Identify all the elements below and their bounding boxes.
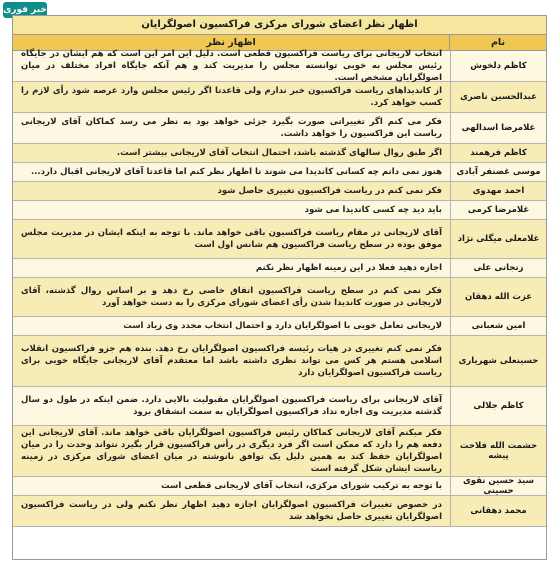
member-comment-cell	[13, 113, 450, 143]
member-name: موسی غضنفر آبادی	[450, 163, 546, 181]
member-name: غلامرضا کرمی	[450, 201, 546, 219]
table-row	[13, 496, 546, 527]
table-body	[13, 48, 546, 527]
column-header-name: نام	[449, 35, 546, 50]
member-name: احمد مهدوی	[450, 182, 546, 200]
member-comment-cell	[13, 278, 450, 316]
member-comment-cell	[13, 387, 450, 425]
site-logo: خبر فوری	[3, 2, 47, 18]
member-comment-cell	[13, 48, 450, 84]
table-row	[13, 336, 546, 387]
member-name: عزت الله دهقان	[450, 278, 546, 316]
table-row	[13, 317, 546, 336]
table-row	[13, 82, 546, 113]
member-comment: هنوز نمی دانم چه کسانی کاندیدا می شوند تا اظهار نظر کنم اما قاعدتا آقای لاریجانی اقبال دارد...	[30, 166, 442, 177]
table-row	[13, 113, 546, 144]
table-row	[13, 201, 546, 220]
member-comment-cell	[13, 182, 450, 200]
member-comment: فکر نمی کنم تغییری در هیات رئیسه فراکسیون اصولگرایان رخ دهد. بنده هم جزو فراکسیون انقلاب اسلامی هستم هر کس می تواند نظری داشته باشد اما معتقدم آقای لاریجانی جایگاه خوبی برای ریاست فراکسیون اصولگرایان دارد	[21, 343, 442, 379]
table-row	[13, 163, 546, 182]
member-comment-cell	[13, 259, 450, 277]
member-comment-cell	[13, 426, 450, 476]
member-name: زنجانی علی	[450, 259, 546, 277]
member-comment: آقای لاریجانی برای ریاست فراکسیون اصولگرایان مقبولیت بالایی دارد. ضمن اینکه در طول دو سال گذشته مدیریت وی اجازه نداد فراکسیون اصولگرایان به سمت انشقاق برود	[21, 394, 442, 417]
member-comment: فکر نمی کنم در سطح ریاست فراکسیون اتفاق خاصی رخ دهد و بر اساس روال گذشته، آقای لاریجانی در صورت کاندیدا شدن رأی اعضای شورای مرکزی را به دست خواهد آورد	[21, 285, 442, 308]
member-comment: فکر می کنم اگر تغییراتی صورت بگیرد جزئی خواهد بود به نظر می رسد کماکان آقای لاریجانی ریاست این فراکسیون را خواهد داشت.	[21, 116, 442, 139]
member-comment: فکر نمی کنم در ریاست فراکسیون تغییری حاصل شود	[217, 185, 442, 196]
member-name: عبدالحسین ناصری	[450, 82, 546, 112]
member-comment: از کاندیداهای ریاست فراکسیون خبر ندارم ولی قاعدتا اگر رئیس مجلس وارد عرصه شود رأی لازم را کسب خواهد کرد.	[21, 85, 442, 108]
table-row	[13, 278, 546, 317]
member-comment-cell	[13, 220, 450, 258]
member-name: حشمت الله فلاحت پیشه	[450, 426, 546, 476]
comments-table	[12, 15, 547, 560]
member-name: سید حسین نقوی حسینی	[450, 477, 546, 495]
member-comment-cell	[13, 144, 450, 162]
column-header-comment: اظهار نظر	[206, 37, 256, 48]
member-comment-cell	[13, 336, 450, 386]
member-comment: لاریجانی تعامل خوبی با اصولگرایان دارد و احتمال انتخاب مجدد وی زیاد است	[123, 320, 442, 331]
member-name: غلامرضا اسدالهی	[450, 113, 546, 143]
table-row	[13, 182, 546, 201]
member-name: حسینعلی شهریاری	[450, 336, 546, 386]
member-comment: باید دید چه کسی کاندیدا می شود	[304, 204, 442, 215]
member-comment: در خصوص تغییرات فراکسیون اصولگرایان اجازه دهید اظهار نظر نکنم ولی در ریاست فراکسیون اصولگرایان تغییری حاصل نخواهد شد	[21, 499, 442, 522]
member-name: کاظم جلالی	[450, 387, 546, 425]
member-comment: اجازه دهید فعلا در این زمینه اظهار نظر نکنم	[255, 262, 442, 273]
member-name: غلامعلی میگلی نژاد	[450, 220, 546, 258]
table-row	[13, 426, 546, 477]
member-name: امین شعبانی	[450, 317, 546, 335]
table-row	[13, 48, 546, 84]
member-comment: اگر طبق روال سالهای گذشته باشد، احتمال انتخاب آقای لاریجانی بیشتر است.	[116, 147, 442, 158]
member-name: محمد دهقانی	[450, 496, 546, 526]
table-row	[13, 220, 546, 259]
member-comment-cell	[13, 496, 450, 526]
table-title: اظهار نظر اعضای شورای مرکزی فراکسیون اصولگرایان	[13, 16, 546, 35]
member-comment-cell	[13, 317, 450, 335]
member-name: کاظم فرهمند	[450, 144, 546, 162]
member-comment-cell	[13, 163, 450, 181]
member-comment: آقای لاریجانی در مقام ریاست فراکسیون باقی خواهد ماند. با توجه به اینکه ایشان در مدیریت مجلس موفق بوده در سطح ریاست فراکسیون هم شانس اول است	[21, 227, 442, 250]
table-row	[13, 144, 546, 163]
table-row	[13, 259, 546, 278]
member-comment: فکر میکنم آقای لاریجانی کماکان رئیس فراکسیون اصولگرایان باقی خواهد ماند. آقای لاریجانی این دفعه هم را دارد که ممکن است اگر فرد دیگری در رأس فراکسیون قرار بگیرد نتواند وحدت را در میان اصولگرایان حفظ کند به همین دلیل یک توافق نانوشته در میان اعضای شورای مرکزی در زمینه ریاست ایشان شکل گرفته است	[21, 427, 442, 475]
member-comment-cell	[13, 201, 450, 219]
member-name: کاظم دلخوش	[450, 51, 546, 81]
member-comment: با توجه به ترکیب شورای مرکزی، انتخاب آقای لاریجانی قطعی است	[160, 480, 442, 491]
member-comment-cell	[13, 477, 450, 495]
table-row	[13, 477, 546, 496]
member-comment-cell	[13, 82, 450, 112]
member-comment: انتخاب لاریجانی برای ریاست فراکسیون قطعی است. دلیل این امر این است که هم ایشان در جایگاه رئیس مجلس به خوبی توانسته مجلس را مدیریت کند و هم آنکه جایگاه افراد مختلف در میان اصولگرایان مشخص است.	[21, 48, 442, 84]
table-row	[13, 387, 546, 426]
